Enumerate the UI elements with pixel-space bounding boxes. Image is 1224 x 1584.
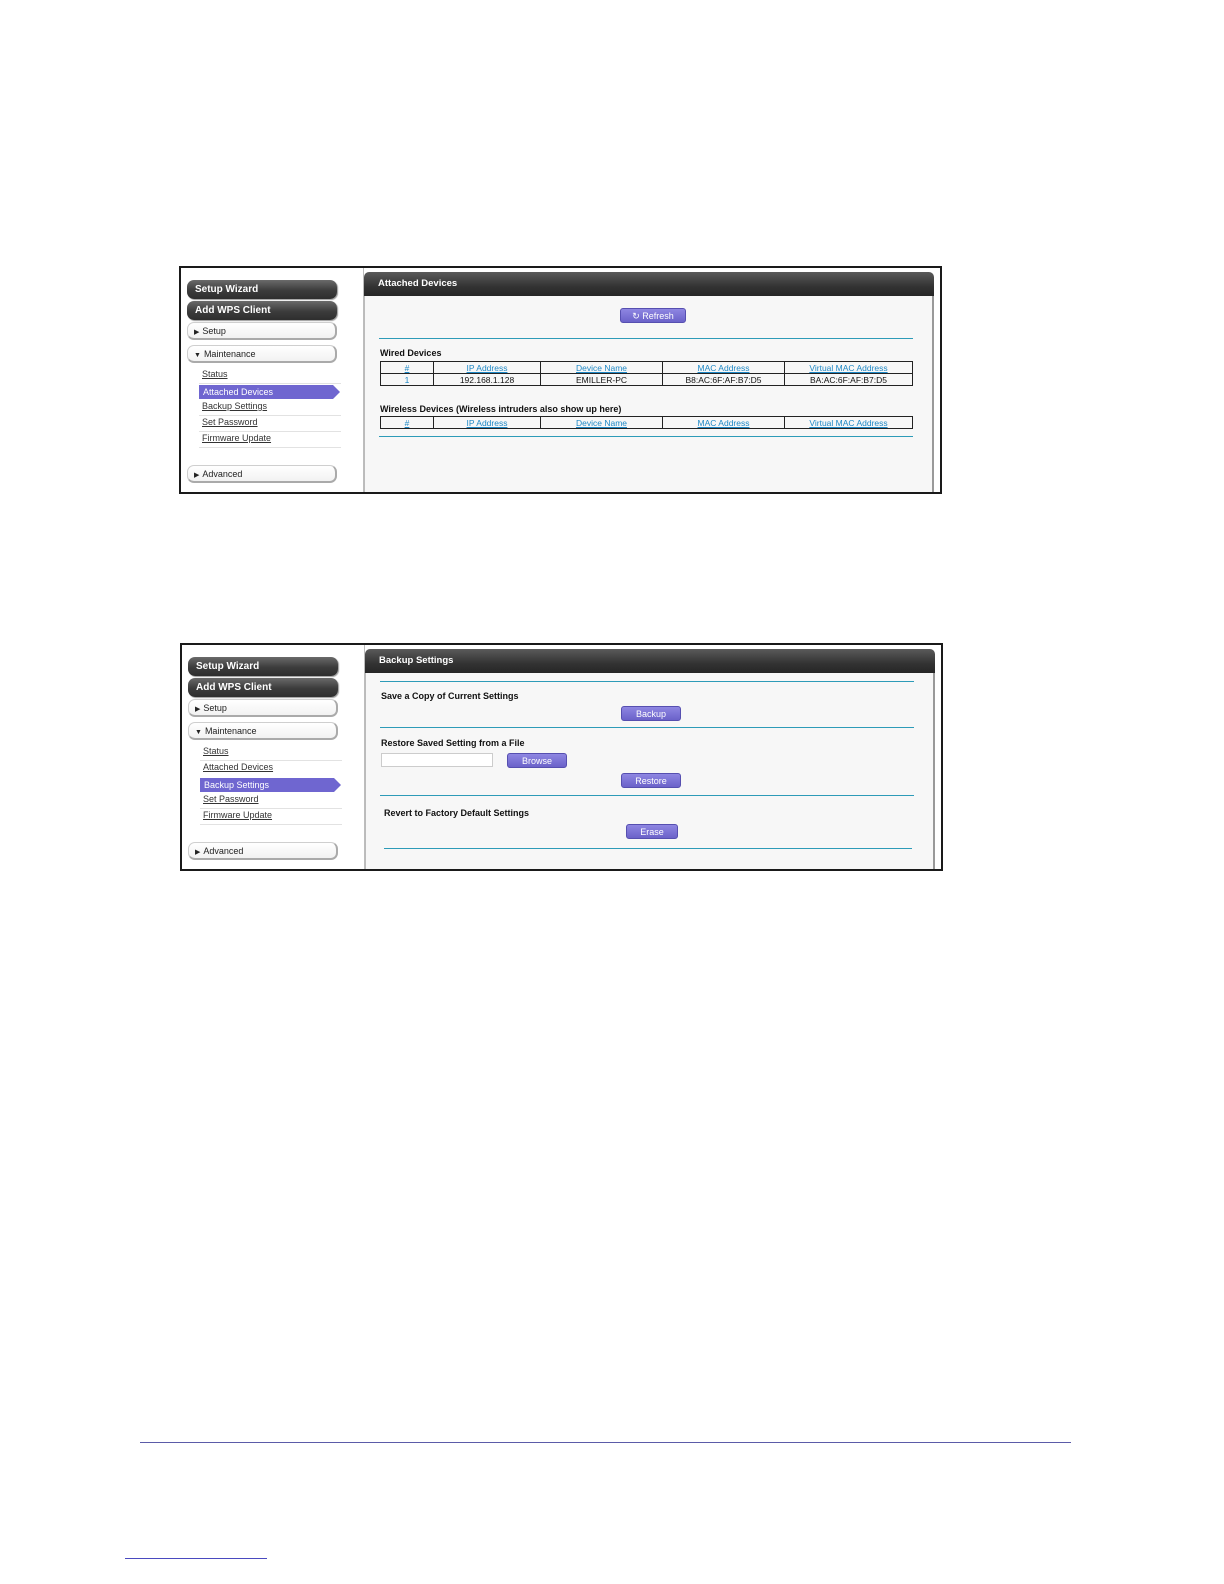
main-content bbox=[364, 268, 940, 492]
cell-mac: B8:AC:6F:AF:B7:D5 bbox=[663, 374, 785, 386]
setup-wizard-button[interactable]: Setup Wizard bbox=[187, 280, 337, 299]
add-wps-client-button[interactable]: Add WPS Client bbox=[187, 301, 337, 320]
section-divider bbox=[384, 848, 912, 849]
advanced-menu[interactable] bbox=[187, 465, 337, 483]
sidebar-item-set-password[interactable]: Set Password bbox=[203, 794, 259, 804]
column-header-number[interactable]: # bbox=[381, 362, 434, 374]
sidebar-item-backup-settings[interactable]: Backup Settings bbox=[200, 778, 334, 792]
main-content bbox=[365, 645, 941, 869]
attached-devices-screenshot bbox=[179, 266, 942, 494]
table-row bbox=[381, 374, 913, 386]
sidebar-nav bbox=[182, 645, 364, 869]
footer-divider bbox=[140, 1442, 1071, 1443]
sidebar-item-set-password[interactable]: Set Password bbox=[202, 417, 258, 427]
advanced-menu-label: Advanced bbox=[202, 469, 243, 479]
setup-menu-label: Setup bbox=[202, 326, 226, 336]
column-header-number[interactable]: # bbox=[381, 417, 434, 429]
column-header-device-name[interactable]: Device Name bbox=[541, 362, 663, 374]
backup-settings-screenshot bbox=[180, 643, 943, 871]
restore-heading: Restore Saved Setting from a File bbox=[381, 738, 525, 748]
column-header-mac[interactable]: MAC Address bbox=[663, 362, 785, 374]
chevron-right-icon: ▶ bbox=[194, 329, 200, 336]
chevron-right-icon: ▶ bbox=[194, 472, 200, 479]
divider bbox=[200, 824, 342, 825]
add-wps-client-button[interactable]: Add WPS Client bbox=[188, 678, 338, 697]
column-header-device-name[interactable]: Device Name bbox=[541, 417, 663, 429]
column-header-virtual-mac[interactable]: Virtual MAC Address bbox=[785, 362, 913, 374]
browse-button[interactable]: Browse bbox=[507, 753, 567, 768]
wireless-devices-table bbox=[380, 416, 913, 429]
cell-virtual-mac: BA:AC:6F:AF:B7:D5 bbox=[785, 374, 913, 386]
setup-menu[interactable] bbox=[188, 699, 338, 717]
section-divider bbox=[380, 727, 914, 728]
section-divider bbox=[380, 795, 914, 796]
backup-button[interactable]: Backup bbox=[621, 706, 681, 721]
setup-menu-label: Setup bbox=[203, 703, 227, 713]
content-panel bbox=[365, 673, 935, 869]
maintenance-menu[interactable] bbox=[188, 722, 338, 740]
column-header-virtual-mac[interactable]: Virtual MAC Address bbox=[785, 417, 913, 429]
section-divider bbox=[379, 338, 913, 339]
divider bbox=[199, 383, 341, 384]
revert-factory-heading: Revert to Factory Default Settings bbox=[384, 808, 530, 818]
maintenance-menu-label: Maintenance bbox=[203, 349, 256, 359]
chevron-down-icon: ▼ bbox=[194, 352, 201, 359]
chevron-right-icon: ▶ bbox=[195, 706, 201, 713]
cell-number: 1 bbox=[381, 374, 434, 386]
cell-ip: 192.168.1.128 bbox=[434, 374, 541, 386]
setup-menu[interactable] bbox=[187, 322, 337, 340]
wired-devices-table bbox=[380, 361, 913, 386]
sidebar-item-firmware-update[interactable]: Firmware Update bbox=[203, 810, 273, 820]
chevron-down-icon: ▼ bbox=[195, 729, 202, 736]
refresh-button-label: Refresh bbox=[642, 311, 674, 321]
sidebar-nav bbox=[181, 268, 363, 492]
restore-button[interactable]: Restore bbox=[621, 773, 681, 788]
maintenance-menu-label: Maintenance bbox=[204, 726, 257, 736]
page-title: Backup Settings bbox=[365, 649, 935, 673]
advanced-menu[interactable] bbox=[188, 842, 338, 860]
advanced-menu-label: Advanced bbox=[203, 846, 244, 856]
refresh-icon: ↻ bbox=[632, 311, 640, 321]
sidebar-item-status[interactable]: Status bbox=[203, 746, 229, 756]
table-header-row bbox=[381, 362, 913, 374]
erase-button[interactable]: Erase bbox=[626, 824, 678, 839]
page-title: Attached Devices bbox=[364, 272, 934, 296]
save-copy-heading: Save a Copy of Current Settings bbox=[381, 691, 519, 701]
maintenance-menu[interactable] bbox=[187, 345, 337, 363]
cell-device-name: EMILLER-PC bbox=[541, 374, 663, 386]
sidebar-item-backup-settings[interactable]: Backup Settings bbox=[202, 401, 268, 411]
table-header-row bbox=[381, 417, 913, 429]
wired-devices-heading: Wired Devices bbox=[380, 348, 442, 358]
content-panel bbox=[364, 296, 934, 492]
wireless-devices-heading: Wireless Devices (Wireless intruders also show up here) bbox=[380, 404, 622, 414]
sidebar-item-firmware-update[interactable]: Firmware Update bbox=[202, 433, 272, 443]
sidebar-item-attached-devices[interactable]: Attached Devices bbox=[203, 762, 274, 772]
chevron-right-icon: ▶ bbox=[195, 849, 201, 856]
section-divider bbox=[379, 436, 913, 437]
section-divider bbox=[380, 681, 914, 682]
sidebar-item-attached-devices[interactable]: Attached Devices bbox=[199, 385, 333, 399]
footer-link-underline[interactable] bbox=[125, 1558, 267, 1559]
setup-wizard-button[interactable]: Setup Wizard bbox=[188, 657, 338, 676]
column-header-mac[interactable]: MAC Address bbox=[663, 417, 785, 429]
file-path-input[interactable] bbox=[381, 753, 493, 767]
column-header-ip[interactable]: IP Address bbox=[434, 417, 541, 429]
sidebar-item-status[interactable]: Status bbox=[202, 369, 228, 379]
refresh-button[interactable] bbox=[620, 308, 686, 323]
divider bbox=[199, 447, 341, 448]
column-header-ip[interactable]: IP Address bbox=[434, 362, 541, 374]
